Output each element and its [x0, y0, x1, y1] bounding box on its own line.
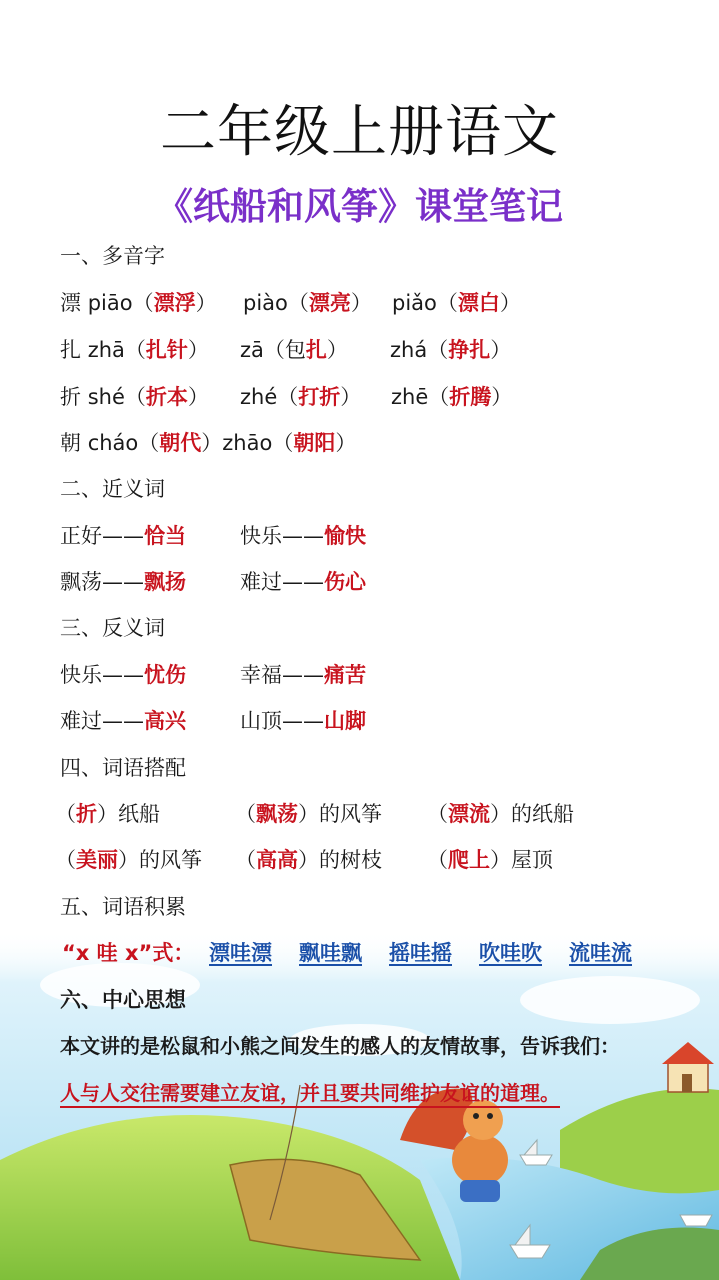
collocation-row: （美丽）的风筝 （高高）的树枝 （爬上）屋顶 [55, 848, 553, 872]
antonym-row: 难过——高兴 山顶——山脚 [60, 709, 366, 733]
polyphonic-row: 漂 piāo（漂浮） piào（漂亮） piǎo（漂白） [60, 291, 521, 315]
section-heading-central-idea: 六、中心思想 [60, 988, 186, 1012]
page-title: 二年级上册语文 [160, 100, 559, 165]
section-heading-accumulation: 五、词语积累 [60, 895, 186, 919]
central-idea-text: 本文讲的是松鼠和小熊之间发生的感人的友情故事，告诉我们： [60, 1034, 620, 1058]
section-heading-collocations: 四、词语搭配 [60, 756, 186, 780]
polyphonic-row: 朝 cháo（朝代）zhāo（朝阳） [60, 431, 357, 455]
word-link: 漂哇漂 [209, 941, 272, 965]
word-link: 摇哇摇 [389, 941, 452, 965]
section-heading-synonyms: 二、近义词 [60, 477, 165, 501]
word-accumulation-row: “x 哇 x”式： 漂哇漂 飘哇飘 摇哇摇 吹哇吹 流哇流 [62, 933, 682, 973]
word-link: 吹哇吹 [479, 941, 542, 965]
synonym-row: 正好——恰当 快乐——愉快 [60, 524, 366, 548]
central-idea-highlight: 人与人交往需要建立友谊，并且要共同维护友谊的道理。 [60, 1081, 560, 1105]
collocation-row: （折）纸船 （飘荡）的风筝 （漂流）的纸船 [55, 802, 574, 826]
polyphonic-row: 扎 zhā（扎针） zā（包扎） zhá（挣扎） [60, 338, 512, 362]
word-link: 飘哇飘 [299, 941, 362, 965]
section-heading-polyphonic: 一、多音字 [60, 244, 165, 268]
section-heading-antonyms: 三、反义词 [60, 616, 165, 640]
polyphonic-row: 折 shé（折本） zhé（打折） zhē（折腾） [60, 385, 513, 409]
antonym-row: 快乐——忧伤 幸福——痛苦 [60, 663, 366, 687]
synonym-row: 飘荡——飘扬 难过——伤心 [60, 570, 366, 594]
page-subtitle: 《纸船和风筝》课堂笔记 [156, 185, 563, 228]
word-link: 流哇流 [569, 941, 632, 965]
